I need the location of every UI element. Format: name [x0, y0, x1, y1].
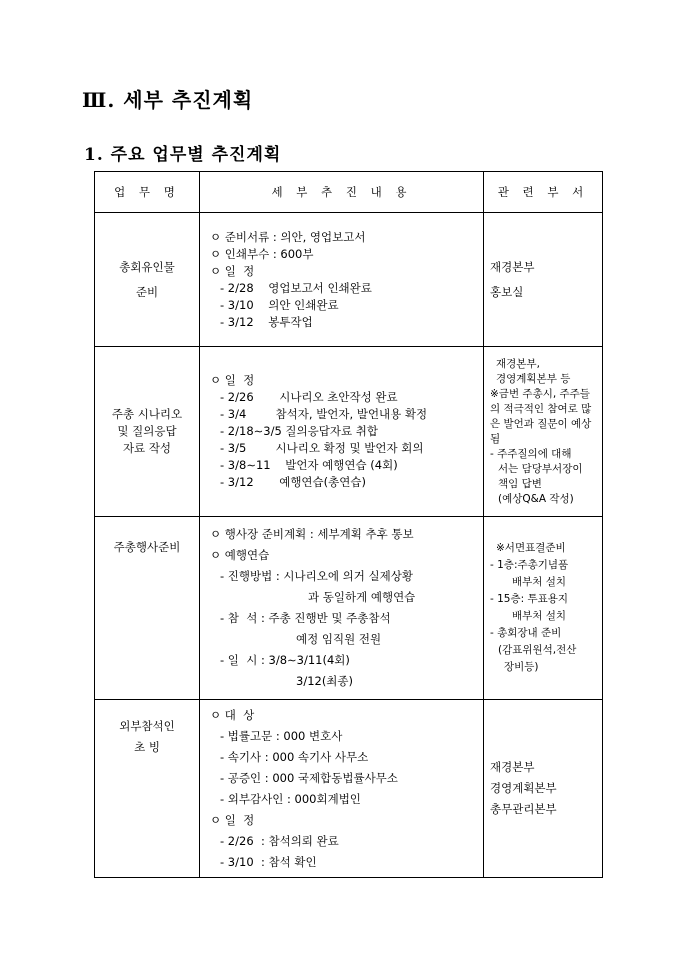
dept-text: 배부처 설치 [512, 610, 567, 622]
dept-text: 책임 답변 [498, 477, 542, 490]
dept-text: ※서면표결준비 [496, 542, 566, 554]
table-header-row [95, 172, 603, 213]
dept-text: (감표위원석,전산 [498, 644, 577, 656]
plan-table [94, 171, 603, 878]
task-text: 주총행사준비 [113, 540, 181, 554]
detail-line: ㅇ 일 정 [210, 263, 255, 278]
dept-text: 재경본부 [490, 760, 535, 774]
detail-line: - 공증인 : 000 국제합동법률사무소 [220, 770, 398, 785]
detail-line: ㅇ 일 정 [210, 373, 255, 387]
detail-line: - 진행방법 : 시나리오에 의거 실제상황 [220, 569, 413, 583]
table-row [95, 347, 603, 517]
task-text: 총회유인물 [119, 259, 175, 274]
detail-line: ㅇ 일 정 [210, 812, 255, 827]
details-cell [200, 213, 484, 347]
table-row [95, 213, 603, 347]
detail-line: ㅇ 준비서류 : 의안, 영업보고서 [210, 229, 366, 244]
detail-line: - 3/10 : 참석 확인 [220, 854, 317, 869]
dept-text: 장비등) [504, 661, 539, 673]
detail-line: ㅇ 예행연습 [210, 548, 270, 562]
detail-line: 3/12(최종) [296, 674, 354, 688]
details-cell [200, 347, 484, 517]
detail-line: - 2/26 : 참석의뢰 완료 [220, 833, 339, 848]
detail-line: - 3/8∼11 발언자 예행연습 (4회) [220, 458, 398, 472]
dept-text: 재경본부 [490, 259, 535, 274]
dept-text: - 15층: 투표용지 [490, 593, 569, 605]
detail-line: - 2/26 시나리오 초안작성 완료 [220, 390, 398, 404]
dept-text: - 1층:주총기념품 [490, 559, 569, 571]
task-cell [95, 700, 200, 878]
task-text: 초 빙 [134, 740, 160, 754]
detail-line: - 외부감사인 : 000회계법인 [220, 791, 361, 806]
details-cell [200, 700, 484, 878]
dept-text: 배부처 설치 [512, 576, 567, 588]
task-cell [95, 213, 200, 347]
detail-line: - 2/18∼3/5 질의응답자료 취합 [220, 424, 378, 438]
detail-line: 예정 임직원 전원 [296, 632, 382, 646]
detail-line: ㅇ 인쇄부수 : 600부 [210, 246, 314, 261]
task-text: 자료 작성 [122, 441, 172, 455]
header-details: 세 부 추 진 내 용 [200, 172, 484, 213]
dept-text: 재경본부, [496, 357, 540, 370]
dept-text: - 주주질의에 대해 [490, 447, 572, 460]
dept-cell [484, 700, 603, 878]
detail-line: ㅇ 대 상 [210, 707, 255, 722]
detail-line: ㅇ 행사장 준비계획 : 세부계획 추후 통보 [210, 527, 414, 541]
task-text: 외부참석인 [119, 719, 175, 733]
dept-text: 홍보실 [490, 284, 524, 299]
dept-text: - 총회장내 준비 [490, 627, 562, 639]
dept-note: ※금번 주총시, 주주들의 적극적인 참여로 많은 발언과 질문이 예상됨 [490, 387, 592, 445]
table-row [95, 700, 603, 878]
dept-text: 서는 담당부서장이 [498, 462, 583, 475]
detail-line: - 3/12 봉투작업 [220, 314, 313, 329]
detail-line: - 참 석 : 주총 진행반 및 주총참석 [220, 611, 391, 625]
header-dept: 관 련 부 서 [484, 172, 603, 213]
task-text: 준비 [135, 284, 159, 299]
detail-line: - 법률고문 : 000 변호사 [220, 728, 343, 743]
detail-line: - 3/4 참석자, 발언자, 발언내용 확정 [220, 407, 428, 421]
detail-line: 과 동일하게 예행연습 [308, 590, 416, 604]
dept-text: 경영계획본부 [490, 781, 557, 795]
task-cell [95, 517, 200, 700]
dept-cell [484, 347, 603, 517]
table-row [95, 517, 603, 700]
detail-line: - 속기사 : 000 속기사 사무소 [220, 749, 369, 764]
dept-text: 경영계획본부 등 [496, 372, 571, 385]
header-task: 업 무 명 [95, 172, 200, 213]
task-cell [95, 347, 200, 517]
detail-line: - 3/5 시나리오 확정 및 발언자 회의 [220, 441, 424, 455]
dept-text: (예상Q&A 작성) [498, 492, 574, 505]
detail-line: - 2/28 영업보고서 인쇄완료 [220, 280, 372, 295]
details-cell [200, 517, 484, 700]
detail-line: - 3/12 예행연습(총연습) [220, 475, 366, 489]
dept-text: 총무관리본부 [490, 802, 557, 816]
section-heading: Ⅲ. 세부 추진계획 [82, 88, 254, 112]
dept-cell [484, 213, 603, 347]
task-text: 주총 시나리오 [111, 407, 183, 421]
detail-line: - 3/10 의안 인쇄완료 [220, 297, 339, 312]
dept-cell [484, 517, 603, 700]
detail-line: - 일 시 : 3/8∼3/11(4회) [220, 653, 350, 667]
task-text: 및 질의응답 [117, 424, 177, 438]
section-subheading: 1. 주요 업무별 추진계획 [84, 145, 282, 165]
